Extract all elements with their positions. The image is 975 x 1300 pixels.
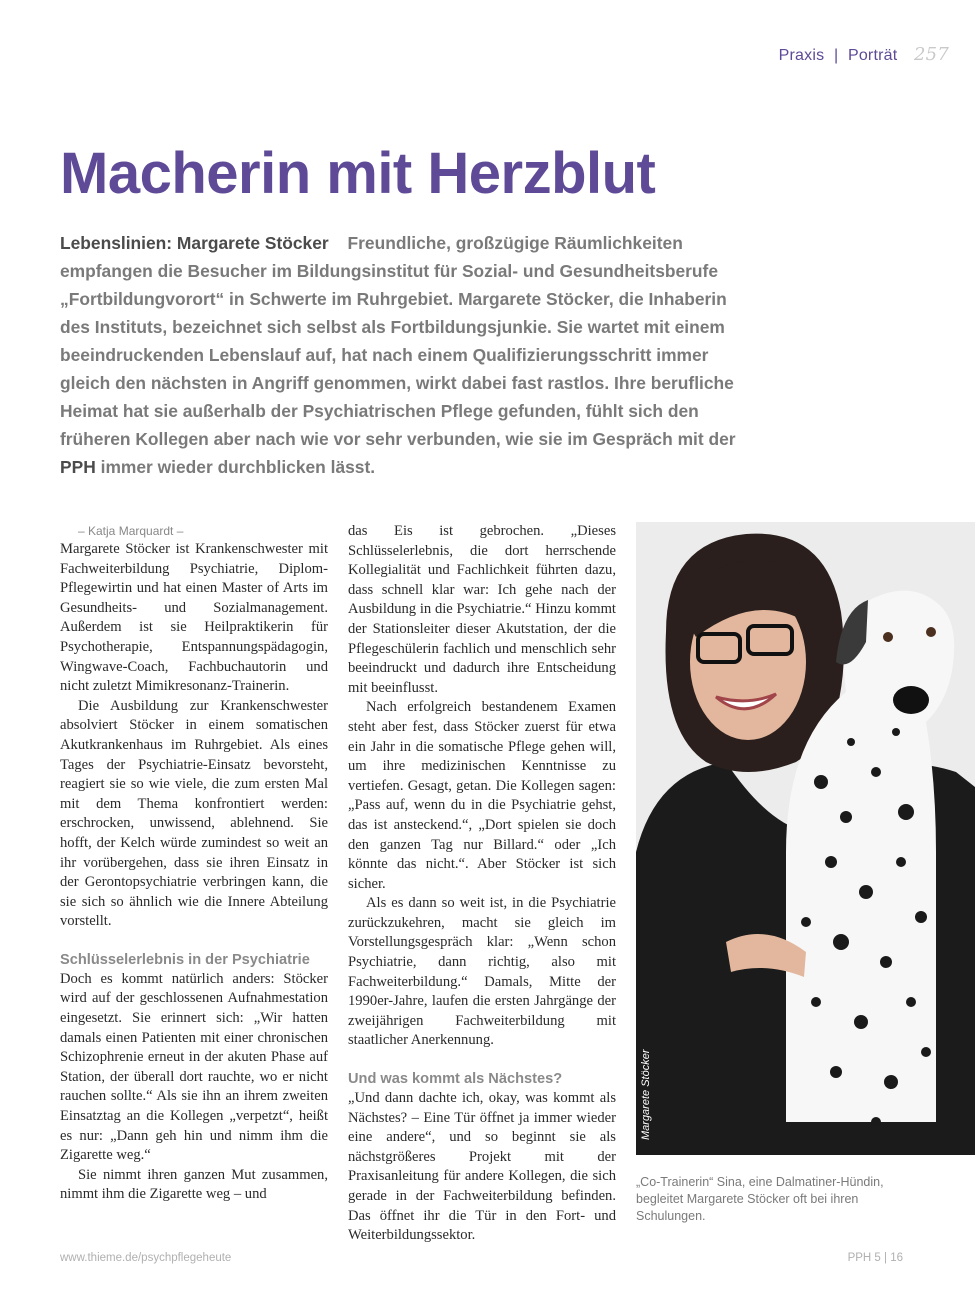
page-number: 257 (914, 44, 949, 65)
col1-subheading: Schlüsselerlebnis in der Psychiatrie (60, 951, 310, 968)
lead-paragraph (60, 229, 760, 481)
col2-paragraph-1: das Eis ist gebrochen. „Dieses Schlüsselerlebnis, die dort herrschende Kollegialität und Fachlichkeit führten dazu, dass schnell klar war: Ich gehe nach der Ausbildung in die Psychiatrie.“ Hinzu kommt der Stationsleiter dieser Akutstation, der die Pflegeschülerin fachlich und menschlich sehr beeindruckt und dadurch ihre Entscheidung mit beeinflusst. (348, 523, 616, 696)
author-line: – Katja Marquardt – (78, 524, 184, 538)
col2-subheading: Und was kommt als Nächstes? (348, 1071, 563, 1088)
running-header (779, 44, 949, 65)
column-1 (60, 522, 328, 1205)
col1-paragraph-2: Die Ausbildung zur Krankenschwester absolviert Stöcker in einem somatischen Akutkrankenhaus im Ruhrgebiet. Als eines Tages der Psychiatrie-Einsatz bevorsteht, reagiert sie so wie viele, die zum ersten Mal mit dem Thema konfrontiert werden: erschrocken, unwissend, ablehnend. Sie hofft, der Kelch würde zumindest so weit an ihr vorübergehen, dass sie ihren Einsatz in der Gerontopsychiatrie verbringen kann, die sie sich so ähnlich wie die Innere Abteilung vorstellt. (60, 697, 328, 930)
col1-paragraph-3: Doch es kommt natürlich anders: Stöcker wird auf der geschlossenen Aufnahmestation eingesetzt. Sie erinnert sich: „Wir hatten damals einen Patienten mit einer chronischen Schizophrenie erneut in der akuten Phase auf Station, der überall dort rauchte, wo er nicht rauchen sollte.“ Als sie ihn an ihrem zweiten Einsatztag an die Kollegen „verpetzt“, heißt es nur: „Dann geh hin und nimm ihm die Zigarette weg.“ (60, 970, 328, 1164)
lead-kicker: Lebenslinien: Margarete Stöcker (60, 233, 329, 253)
col2-paragraph-3: Als es dann so weit ist, in die Psychiatrie zurückzukehren, macht sie gleich im Vorstellungsgespräch klar: „Wenn schon Psychiatrie, dann richtig, also mit Fachweiterbildung.“ Damals, Mitte der 1990er-Jahre, laufen die ersten Jahrgänge der zweijährigen Fachweiterbildung mit staatlicher Anerkennung. (348, 895, 616, 1049)
col2-paragraph-2: Nach erfolgreich bestandenem Examen steht aber fest, dass Stöcker zuerst für etwa ein Jahr in die somatische Pflege gehen will, um ihre medizinischen Kenntnisse zu vertiefen. Gesagt, getan. Die Kollegen sagen: „Pass auf, wenn du in die Psychiatrie gehst, das ist ansteckend.“, „Dort spielen sie doch den ganzen Tag nur Billard.“ oder „Ich könnte das nicht.“. Aber Stöcker ist sich sicher. (348, 699, 616, 892)
col2-paragraph-4: „Und dann dachte ich, okay, was kommt als Nächstes? – Eine Tür öffnet ja immer wieder eine andere“, und so beginnt sie als nächstgrößeres Projekt mit der Praxisanleitung für andere Kollegen, die sich gerade in der Fachweiterbildung befinden. Das öffnet ihr die Tür in den Fort- und Weiterbildungssektor. (348, 1090, 616, 1244)
portrait-photo (636, 522, 975, 1155)
column-2 (348, 522, 616, 1246)
lead-text-end: immer wieder durchblicken lässt. (100, 457, 376, 477)
portrait-illustration (636, 522, 975, 1155)
lead-text: Freundliche, großzügige Räumlichkeiten empfangen die Besucher im Bildungsinstitut für Sozial- und Gesundheitsberufe „Fortbildungvorort“ in Schwerte im Ruhrgebiet. Margarete Stöcker, die Inhaberin des Instituts, bezeichnet sich selbst als Fortbildungsjunkie. Sie wartet mit einem beeindruckenden Lebenslauf auf, hat nach einem Qualifizierungsschritt immer gleich den nächsten in Angriff genommen, wirkt dabei fast rastlos. Ihre berufliche Heimat hat sie außerhalb der Psychiatrischen Pflege gefunden, fühlt sich den früheren Kollegen aber nach wie vor sehr verbunden, wie sie im Gespräch mit der (60, 233, 736, 449)
subsection-label: Porträt (847, 47, 898, 64)
photo-credit: Margarete Stöcker (640, 1049, 652, 1140)
photo-caption: „Co-Trainerin“ Sina, eine Dalmatiner-Hündin, begleitet Margarete Stöcker oft bei ihren Schulungen. (636, 1175, 884, 1223)
col1-paragraph-1: Margarete Stöcker ist Krankenschwester mit Fachweiterbildung Psychiatrie, Diplom-Pflegewirtin und hat einen Master of Arts im Gesundheits- und Sozialmanagement. Außerdem ist sie Heilpraktikerin für Psychotherapie, Entspannungspädagogin, Wingwave-Coach, Fachbuchautorin und nicht zuletzt Mimikresonanz-Trainerin. (60, 541, 328, 695)
section-label: Praxis (778, 47, 825, 64)
col1-paragraph-4: Sie nimmt ihren ganzen Mut zusammen, nimmt ihm die Zigarette weg – und (60, 1166, 328, 1203)
header-separator: | (833, 47, 839, 64)
footer-issue: PPH 5 | 16 (847, 1252, 903, 1264)
lead-pph: PPH (60, 457, 96, 477)
footer-url: www.thieme.de/psychpflegeheute (60, 1252, 232, 1264)
article-title: Macherin mit Herzblut (60, 141, 656, 206)
